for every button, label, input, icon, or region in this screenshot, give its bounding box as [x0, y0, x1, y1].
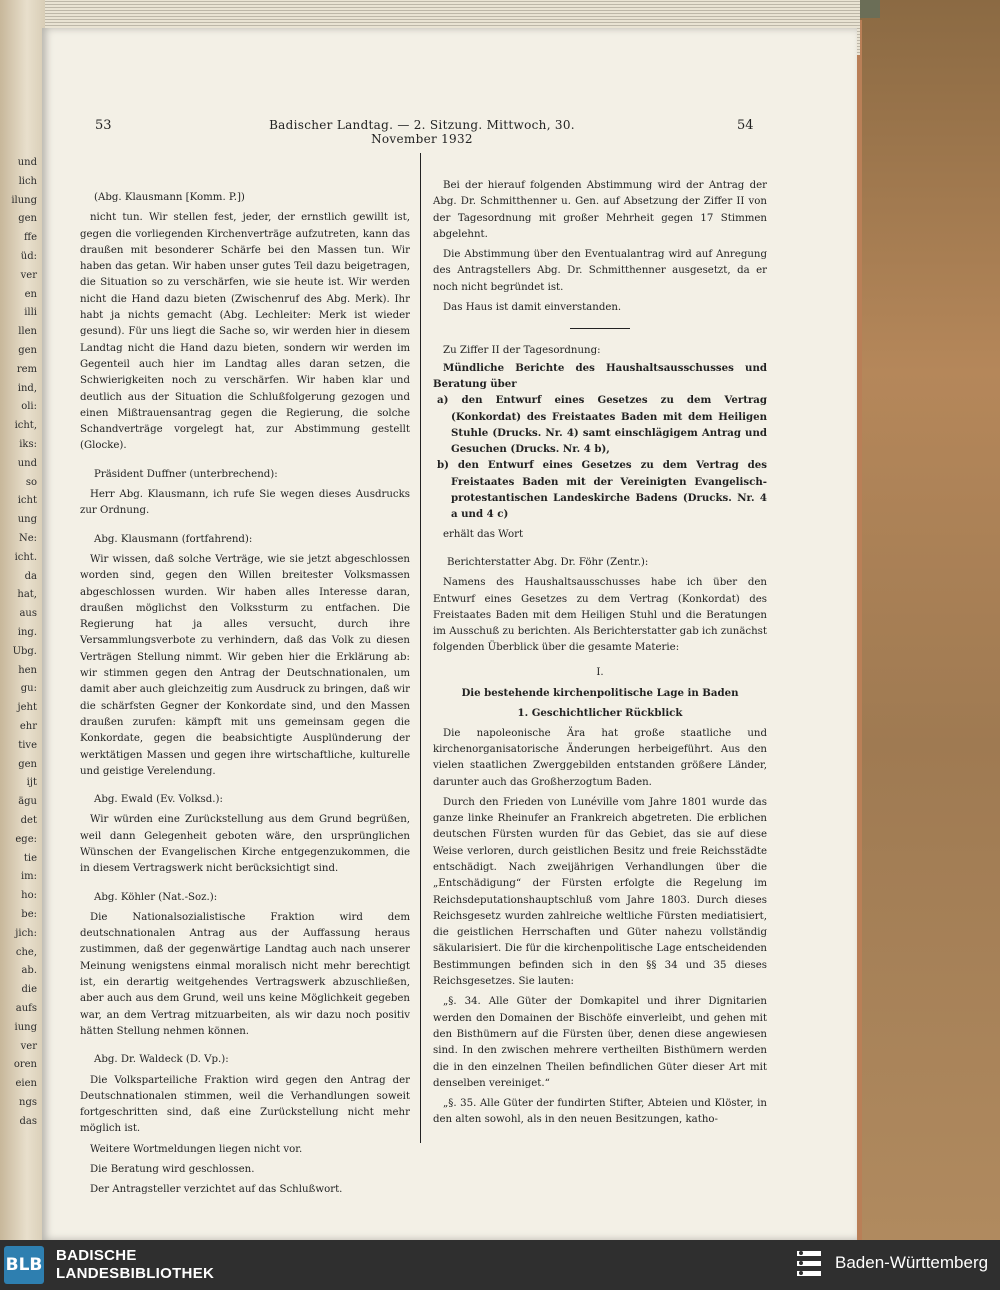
previous-page-fragment: und — [17, 457, 37, 469]
previous-page-fragment: icht. — [14, 551, 37, 563]
previous-page-fragment: tive — [18, 739, 37, 751]
paragraph: „§. 35. Alle Güter der fundirten Stifter, Abteien und Klöster, in den alten sowohl, als in den neuen Besitzungen, katho- — [433, 1098, 767, 1126]
previous-page-fragment: eien — [15, 1078, 37, 1090]
previous-page-fragment: ngs — [19, 1097, 37, 1108]
speaker-line: Präsident Duffner (unterbrechend): — [94, 468, 278, 480]
paragraph: Bei der hierauf folgenden Abstimmung wird der Antrag der Abg. Dr. Schmitthenner u. Gen. auf Absetzung der Ziffer II von der Tagesordnung mit großer Mehrheit gegen 17 Stimmen abgelehnt. — [433, 180, 767, 240]
previous-page-fragment: tie — [23, 852, 37, 864]
previous-page-fragment: und — [17, 157, 37, 168]
previous-page-fragment: iks: — [19, 439, 37, 450]
page-number-right: 54 — [737, 118, 754, 133]
paragraph: Weitere Wortmeldungen liegen nicht vor. — [90, 1143, 303, 1155]
previous-page-fragment: jeht — [17, 702, 37, 714]
agenda-item: a) den Entwurf eines Gesetzes zu dem Vertrag (Konkordat) des Freistaates Baden mit dem Heiligen Stuhle (Drucks. Nr. 4) samt einschlägigem Antrag und Gesuchen (Drucks. Nr. 4 b), — [437, 394, 767, 456]
previous-page-fragment: ijt — [26, 777, 37, 789]
previous-page-fragment: ege: — [15, 833, 37, 845]
paragraph: Durch den Frieden von Lunéville vom Jahre 1801 wurde das ganze linke Rheinufer an Frankreich abgetreten. Die erblichen deutschen Fürsten wurden für das Gebiet, das sie auf diese Weise verloren, durch geistlichen Besitz und freie Reichsstädte entschädigt. Nach zweijährigen Verhandlungen über die „Entschädigung“ der Fürsten erfolgte die Regelung im Reichsdeputationshauptschluß vom Jahre 1803. Durch dieses Reichsgesetz wurden zahlreiche weltliche Fürsten mediatisiert, die geistlichen Herrschaften und Güter nahezu vollständig säkularisiert. Die für die kirchenpolitische Lage entscheidenden Bestimmungen befinden sich in den §§ 34 und 35 dieses Reichsgesetzes. Sie lauten: — [433, 796, 767, 988]
column-divider — [420, 153, 421, 1143]
previous-page-fragment: ägu — [18, 796, 37, 808]
paragraph: nicht tun. Wir stellen fest, jeder, der ernstlich gewillt ist, gegen die vorliegenden Kirchenverträge aufzutreten, kann das draußen mit besonderer Schärfe bei den Massen tun. Wir haben das getan. Wir haben unser gutes Teil dazu beigetragen, die Situation so zu verschärfen, wie sie heute ist. Wir werden nicht die Hand dazu bieten (Zwischenruf des Abg. Merk). Ihr habt ja nichts gemacht (Abg. Lechleiter: Merk ist wieder gesund). Für uns liegt die Sache so, wir werden hier in diesem Landtag nicht die Hand dazu bieten, sondern wir werden im Gegenteil auch hier im Landtag alles daran setzen, die Schwierigkeiten noch zu verschärfen. Wir haben klar und deutlich aus der Situation die Schlußfolgerung gezogen und einen Mißtrauensantrag gegen die Regierung, die solche Schandverträge vorgelegt hat, zur Abstimmung gestellt (Glocke). — [80, 212, 410, 452]
paragraph: Die Nationalsozialistische Fraktion wird dem deutschnationalen Antrag aus der Auffassung heraus zustimmen, daß der gegenwärtige Landtag auch nach unserer Meinung wenigstens einmal moralisch nicht mehr berechtigt ist, ein derartig weitgehendes Vertragswerk abzuschließen, aber auch aus dem Grund, weil uns keine Möglichkeit gegeben war, an dem Vertrag mitzuarbeiten, als wir dazu noch positiv hätten Stellung nehmen können. — [80, 911, 410, 1037]
previous-page-fragment: llen — [18, 326, 37, 338]
previous-page-fragment: so — [25, 476, 37, 488]
state-name[interactable]: Baden-Württemberg — [835, 1253, 989, 1272]
section-heading: Die bestehende kirchenpolitische Lage in Baden — [461, 687, 739, 700]
library-name[interactable] — [56, 1247, 214, 1283]
viewer-footer — [0, 1240, 1000, 1290]
blb-logo[interactable]: BLB — [4, 1246, 44, 1284]
previous-page-fragment: icht, — [14, 420, 37, 432]
previous-page-fragment: aus — [19, 608, 37, 620]
previous-page-fragment: da — [24, 570, 37, 582]
paragraph: Die Abstimmung über den Eventualantrag wird auf Anregung des Antragstellers Abg. Dr. Schmitthenner ausgesetzt, da er noch nicht begründet ist. — [433, 249, 767, 293]
paragraph: Die Beratung wird geschlossen. — [90, 1164, 255, 1176]
previous-page-fragment: gen — [18, 213, 37, 225]
running-title: Badischer Landtag. — 2. Sitzung. Mittwoch, 30. November 1932 — [269, 118, 575, 146]
previous-page-fragment: oli: — [21, 401, 37, 413]
paragraph: Der Antragsteller verzichtet auf das Schlußwort. — [90, 1184, 343, 1196]
previous-page-fragment: oren — [13, 1059, 37, 1071]
previous-page-fragment: gen — [18, 758, 37, 770]
paragraph: Zu Ziffer II der Tagesordnung: — [443, 345, 601, 357]
library-name-line2: LANDESBIBLIOTHEK — [56, 1265, 215, 1282]
section-rule — [570, 328, 630, 329]
previous-page-fragment: be: — [21, 909, 37, 920]
speaker-line: (Abg. Klausmann [Komm. P.]) — [94, 192, 245, 203]
paragraph: „§. 34. Alle Güter der Domkapitel und ihrer Dignitarien werden den Domainen der Bischöfe einverleibt, und gehen mit den Bisthümern auf die Fürsten über, denen diese angewiesen sind. In den zwischen mehrere vertheilten Bisthümern werden die in den einzelnen Theilen befindlichen Güter dieser Art mit denselben vereiniget.“ — [433, 996, 767, 1089]
previous-page-fragment: ilung — [11, 194, 37, 206]
speaker-line: Berichterstatter Abg. Dr. Föhr (Zentr.): — [447, 556, 649, 568]
speaker-line: Abg. Köhler (Nat.-Soz.): — [94, 891, 218, 903]
previous-page-fragment: hat, — [17, 589, 37, 601]
agenda-heading: Mündliche Berichte des Haushaltsausschusses und Beratung über — [433, 361, 767, 390]
speaker-line: Abg. Dr. Waldeck (D. Vp.): — [94, 1054, 229, 1066]
previous-page-fragment: ab. — [21, 965, 37, 977]
previous-page-fragment: rem — [16, 363, 37, 375]
section-heading: 1. Geschichtlicher Rückblick — [517, 707, 683, 720]
paragraph: erhält das Wort — [443, 528, 524, 540]
left-column — [80, 178, 410, 1199]
paragraph: Namens des Haushaltsausschusses habe ich über den Entwurf eines Gesetzes zu dem Vertrag (Konkordat) des Freistaates Baden mit dem Heiligen Stuhl und die Beratungen im Ausschuß zu berichten. Als Berichterstatter gab ich zunächst folgenden Überblick über die gesamte Materie: — [433, 577, 767, 654]
page-number-left: 53 — [95, 118, 112, 133]
previous-page-fragment: iung — [14, 1021, 37, 1033]
previous-page-fragment: gen — [18, 345, 37, 356]
previous-page-fragment: ver — [20, 1040, 37, 1052]
previous-page-fragment: aufs — [15, 1003, 37, 1014]
speaker-line: Abg. Ewald (Ev. Volksd.): — [94, 794, 223, 806]
previous-page-fragment: das — [19, 1115, 37, 1127]
previous-page-fragment: hen — [18, 664, 37, 676]
document-page — [42, 28, 857, 1240]
previous-page-fragment: ing. — [17, 627, 37, 638]
previous-page-fragment: ver — [20, 269, 37, 281]
paragraph: Die Volksparteiliche Fraktion wird gegen den Antrag der Deutschnationalen stimmen, weil die Verhandlungen soweit fortgeschritten sind, daß eine Zurückstellung nicht mehr möglich ist. — [80, 1074, 410, 1135]
previous-page-fragment: illi — [24, 307, 37, 319]
baden-wuerttemberg-lions-icon — [795, 1248, 823, 1280]
previous-page-fragment: ho: — [21, 890, 37, 902]
library-name-line1: BADISCHE — [56, 1247, 137, 1264]
book-cover-right — [860, 0, 1000, 1240]
previous-page-fragment: Ubg. — [12, 645, 37, 657]
right-column — [433, 178, 767, 1129]
previous-page-strip — [0, 0, 45, 1240]
paragraph: Herr Abg. Klausmann, ich rufe Sie wegen dieses Ausdrucks zur Ordnung. — [80, 489, 410, 517]
previous-page-fragment: det — [20, 815, 37, 826]
previous-page-fragment: die — [21, 984, 37, 996]
paragraph: Wir wissen, daß solche Verträge, wie sie jetzt abgeschlossen worden sind, gegen den Willen breitester Volksmassen abgeschlossen wurden. Wir haben alles Interesse daran, draußen möglichst den Volkssturm zu entfachen. Die Regierung hat ja alles versucht, durch ihre Versammlungsverbote zu verhindern, daß das Volk zu diesen Verträgen Stellung nimmt. Wir geben hier die Erklärung ab: wir stimmen gegen den Antrag der Deutschnationalen, um damit aber auch gleichzeitig zum Ausdruck zu bringen, daß wir die schärfsten Gegner der Konkordate sind, und den Massen draußen zurufen: kämpft mit uns gemeinsam gegen die Konkordate, gegen die beabsichtigte Ausplünderung der werktätigen Massen und gegen ihre wirtschaftliche, kulturelle und geistige Verelendung. — [80, 553, 410, 777]
previous-page-fragment: ung — [17, 514, 37, 526]
previous-page-fragment: Ne: — [18, 533, 37, 544]
previous-page-fragment: üd: — [20, 251, 37, 262]
previous-page-fragment: che, — [15, 946, 37, 958]
previous-page-fragment: jich: — [15, 927, 37, 939]
previous-page-fragment: gu: — [20, 683, 37, 695]
paragraph: Wir würden eine Zurückstellung aus dem Grund begrüßen, weil dann Gelegenheit geboten wäre, den ursprünglichen Wünschen der Evangelischen Kirche entgegenzukommen, die in diesem Vertragswerk nicht berücksichtigt sind. — [80, 814, 410, 875]
previous-page-fragment: ind, — [17, 382, 37, 394]
previous-page-fragment: lich — [18, 175, 37, 187]
previous-page-fragment: im: — [20, 871, 37, 883]
paragraph: Das Haus ist damit einverstanden. — [443, 302, 622, 314]
agenda-item: b) den Entwurf eines Gesetzes zu dem Vertrag des Freistaates Baden mit der Vereinigten Evangelisch-protestantischen Landeskirche Badens (Drucks. Nr. 4 a und 4 c) — [437, 459, 767, 521]
speaker-line: Abg. Klausmann (fortfahrend): — [94, 533, 253, 545]
section-number: I. — [596, 666, 604, 678]
previous-page-fragment: en — [24, 288, 37, 300]
paragraph: Die napoleonische Ära hat große staatliche und kirchenorganisatorische Änderungen herbeigeführt. Aus den vielen staatlichen Zwerggebilden entstanden größere Länder, darunter auch das Großherzogtum Baden. — [433, 727, 767, 788]
previous-page-fragment: ffe — [23, 232, 37, 244]
previous-page-fragment: icht — [17, 495, 37, 507]
previous-page-fragment: ehr — [19, 721, 37, 732]
